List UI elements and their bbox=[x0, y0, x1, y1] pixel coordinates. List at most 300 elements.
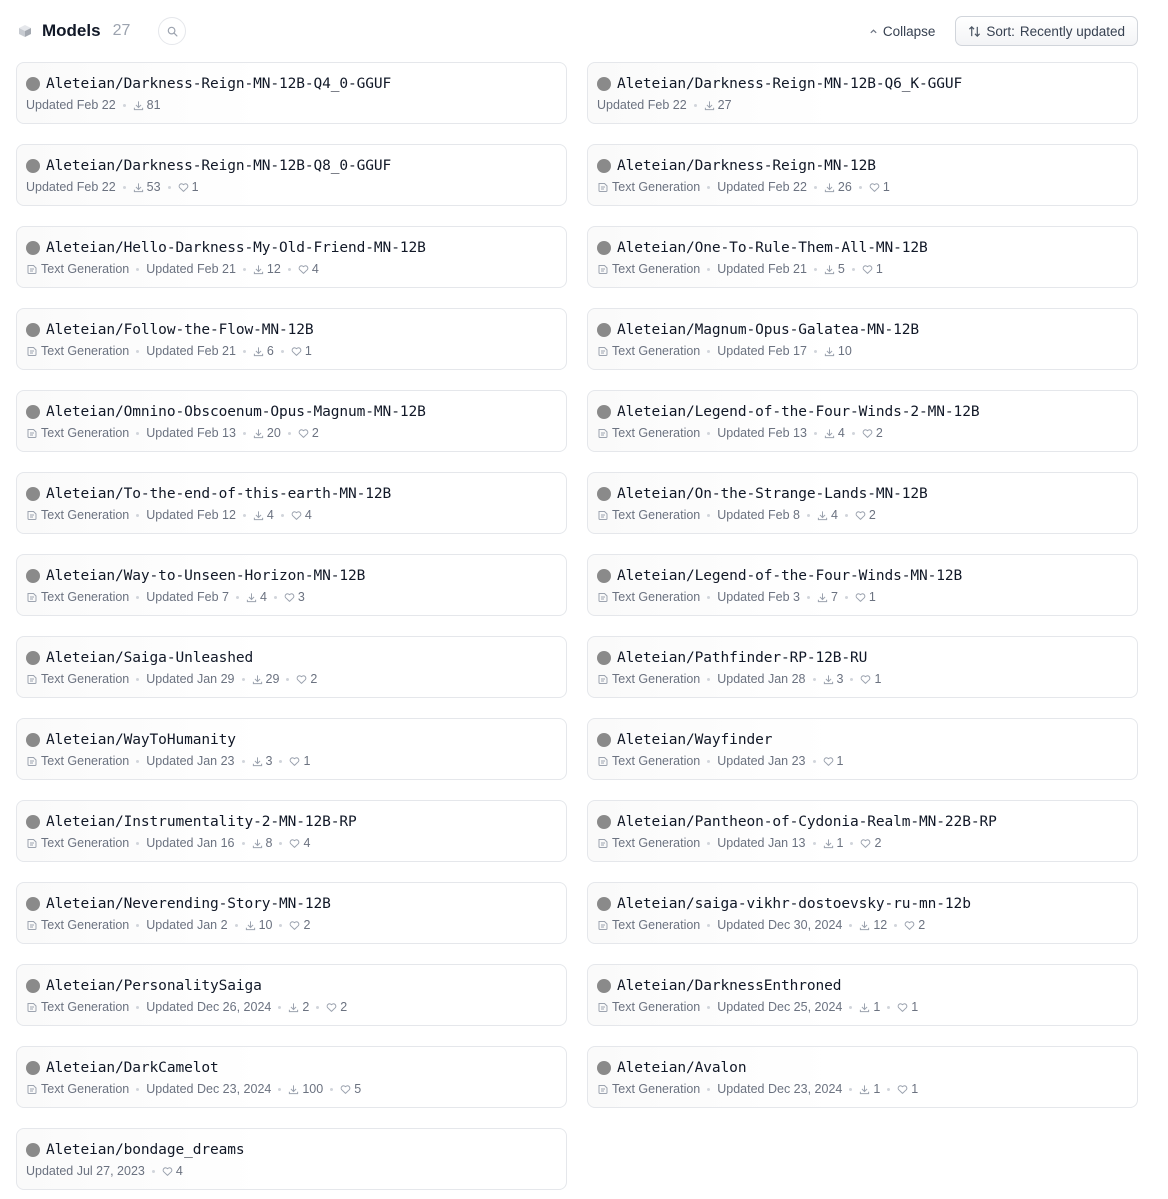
download-icon bbox=[704, 100, 715, 111]
downloads-count bbox=[704, 98, 732, 112]
text-generation-icon bbox=[26, 837, 38, 849]
model-title-row bbox=[26, 1058, 566, 1078]
separator-dot bbox=[152, 1170, 155, 1173]
model-name[interactable]: Aleteian/Saiga-Unleashed bbox=[46, 650, 254, 666]
updated-date: Updated Feb 22 bbox=[717, 180, 807, 194]
pipeline-tag bbox=[597, 180, 700, 194]
separator-dot bbox=[279, 760, 282, 763]
updated-date: Updated Jan 28 bbox=[717, 672, 806, 686]
updated-date: Updated Feb 7 bbox=[146, 590, 229, 604]
model-title-row bbox=[597, 156, 1137, 176]
avatar bbox=[597, 815, 611, 829]
model-card[interactable] bbox=[16, 144, 567, 206]
model-name[interactable]: Aleteian/Way-to-Unseen-Horizon-MN-12B bbox=[46, 568, 366, 584]
downloads-count bbox=[823, 672, 844, 686]
separator-dot bbox=[136, 596, 139, 599]
avatar bbox=[597, 651, 611, 665]
separator-dot bbox=[814, 350, 817, 353]
likes-count bbox=[855, 508, 876, 522]
model-meta bbox=[26, 1080, 566, 1098]
model-meta bbox=[597, 834, 1137, 852]
separator-dot bbox=[852, 432, 855, 435]
downloads-count bbox=[245, 918, 273, 932]
text-generation-icon bbox=[597, 345, 609, 357]
downloads-value: 8 bbox=[265, 836, 273, 850]
model-title-row bbox=[26, 894, 566, 914]
separator-dot bbox=[850, 678, 853, 681]
chevron-up-icon bbox=[869, 27, 878, 36]
separator-dot bbox=[243, 350, 246, 353]
model-card[interactable] bbox=[16, 1046, 567, 1108]
model-name[interactable]: Aleteian/Omnino-Obscoenum-Opus-Magnum-MN-12B bbox=[46, 404, 426, 420]
model-name[interactable]: Aleteian/Darkness-Reign-MN-12B bbox=[617, 158, 876, 174]
downloads-value: 10 bbox=[258, 918, 273, 932]
likes-value: 1 bbox=[191, 180, 199, 194]
likes-count bbox=[298, 426, 319, 440]
pipeline-label: Text Generation bbox=[612, 590, 701, 604]
header-left bbox=[16, 16, 186, 46]
heart-icon bbox=[289, 756, 300, 767]
separator-dot bbox=[136, 514, 139, 517]
pipeline-tag bbox=[26, 918, 129, 932]
model-meta bbox=[26, 1162, 566, 1180]
updated-date: Updated Feb 12 bbox=[146, 508, 236, 522]
model-title-row bbox=[26, 812, 566, 832]
downloads-count bbox=[823, 836, 844, 850]
likes-count bbox=[860, 672, 881, 686]
downloads-value: 4 bbox=[837, 426, 845, 440]
model-meta bbox=[597, 96, 1137, 114]
separator-dot bbox=[274, 596, 277, 599]
likes-value: 2 bbox=[875, 426, 883, 440]
downloads-count bbox=[253, 508, 274, 522]
model-card[interactable] bbox=[16, 1128, 567, 1190]
likes-value: 2 bbox=[303, 918, 311, 932]
model-title-row bbox=[597, 894, 1137, 914]
separator-dot bbox=[807, 596, 810, 599]
pipeline-tag bbox=[597, 836, 700, 850]
downloads-count bbox=[133, 180, 161, 194]
model-card[interactable] bbox=[587, 718, 1138, 780]
model-name[interactable]: Aleteian/On-the-Strange-Lands-MN-12B bbox=[617, 486, 928, 502]
likes-count bbox=[326, 1000, 347, 1014]
downloads-count bbox=[817, 590, 838, 604]
separator-dot bbox=[845, 514, 848, 517]
model-name[interactable]: Aleteian/WayToHumanity bbox=[46, 732, 236, 748]
sort-button[interactable] bbox=[955, 16, 1138, 46]
pipeline-tag bbox=[597, 590, 700, 604]
pipeline-label: Text Generation bbox=[612, 918, 701, 932]
model-card[interactable] bbox=[16, 472, 567, 534]
model-card[interactable] bbox=[587, 226, 1138, 288]
separator-dot bbox=[136, 678, 139, 681]
likes-value: 4 bbox=[303, 836, 311, 850]
heart-icon bbox=[289, 838, 300, 849]
model-title-row bbox=[26, 238, 566, 258]
separator-dot bbox=[849, 1088, 852, 1091]
model-card[interactable] bbox=[587, 964, 1138, 1026]
updated-date: Updated Jan 29 bbox=[146, 672, 235, 686]
download-icon bbox=[859, 1084, 870, 1095]
collapse-button[interactable] bbox=[869, 24, 936, 39]
model-title-row bbox=[26, 1140, 566, 1160]
likes-value: 2 bbox=[340, 1000, 348, 1014]
separator-dot bbox=[288, 268, 291, 271]
text-generation-icon bbox=[26, 755, 38, 767]
model-title-row bbox=[26, 74, 566, 94]
pipeline-label: Text Generation bbox=[612, 344, 701, 358]
updated-date: Updated Jan 2 bbox=[146, 918, 228, 932]
likes-count bbox=[296, 672, 317, 686]
downloads-value: 1 bbox=[873, 1082, 881, 1096]
model-card[interactable] bbox=[16, 964, 567, 1026]
separator-dot bbox=[236, 596, 239, 599]
updated-date: Updated Feb 8 bbox=[717, 508, 800, 522]
download-icon bbox=[824, 264, 835, 275]
model-name[interactable]: Aleteian/bondage_dreams bbox=[46, 1142, 245, 1158]
heart-icon bbox=[289, 920, 300, 931]
pipeline-tag bbox=[26, 836, 129, 850]
likes-value: 2 bbox=[868, 508, 876, 522]
likes-value: 2 bbox=[311, 426, 319, 440]
text-generation-icon bbox=[26, 345, 38, 357]
model-name[interactable]: Aleteian/Pantheon-of-Cydonia-Realm-MN-22B-RP bbox=[617, 814, 997, 830]
pipeline-tag bbox=[26, 262, 129, 276]
avatar bbox=[26, 1061, 40, 1075]
likes-value: 4 bbox=[311, 262, 319, 276]
avatar bbox=[597, 241, 611, 255]
downloads-value: 27 bbox=[717, 98, 732, 112]
heart-icon bbox=[296, 674, 307, 685]
avatar bbox=[597, 733, 611, 747]
models-grid bbox=[16, 62, 1138, 1190]
model-name[interactable]: Aleteian/Neverending-Story-MN-12B bbox=[46, 896, 331, 912]
text-generation-icon bbox=[26, 673, 38, 685]
model-meta bbox=[26, 670, 566, 688]
model-card[interactable] bbox=[587, 62, 1138, 124]
downloads-count bbox=[817, 508, 838, 522]
likes-value: 1 bbox=[304, 344, 312, 358]
downloads-count bbox=[252, 836, 273, 850]
separator-dot bbox=[887, 1088, 890, 1091]
separator-dot bbox=[278, 1006, 281, 1009]
model-meta bbox=[26, 260, 566, 278]
separator-dot bbox=[279, 842, 282, 845]
separator-dot bbox=[707, 268, 710, 271]
separator-dot bbox=[813, 678, 816, 681]
download-icon bbox=[253, 510, 264, 521]
downloads-count bbox=[253, 262, 281, 276]
heart-icon bbox=[855, 510, 866, 521]
pipeline-tag bbox=[26, 754, 129, 768]
model-title-row bbox=[26, 976, 566, 996]
model-card[interactable] bbox=[587, 554, 1138, 616]
pipeline-label: Text Generation bbox=[41, 344, 130, 358]
download-icon bbox=[824, 182, 835, 193]
separator-dot bbox=[694, 104, 697, 107]
model-meta bbox=[26, 916, 566, 934]
avatar bbox=[597, 159, 611, 173]
download-icon bbox=[253, 264, 264, 275]
pipeline-tag bbox=[26, 1000, 129, 1014]
separator-dot bbox=[849, 924, 852, 927]
pipeline-tag bbox=[597, 754, 700, 768]
heart-icon bbox=[291, 346, 302, 357]
likes-value: 2 bbox=[310, 672, 318, 686]
likes-value: 3 bbox=[297, 590, 305, 604]
updated-date: Updated Feb 17 bbox=[717, 344, 807, 358]
downloads-value: 6 bbox=[266, 344, 274, 358]
separator-dot bbox=[136, 1088, 139, 1091]
model-card[interactable] bbox=[16, 62, 567, 124]
separator-dot bbox=[168, 186, 171, 189]
avatar bbox=[26, 159, 40, 173]
avatar bbox=[597, 405, 611, 419]
model-name[interactable]: Aleteian/Avalon bbox=[617, 1060, 747, 1076]
model-name[interactable]: Aleteian/Follow-the-Flow-MN-12B bbox=[46, 322, 314, 338]
updated-date: Updated Dec 26, 2024 bbox=[146, 1000, 272, 1014]
model-card[interactable] bbox=[587, 308, 1138, 370]
separator-dot bbox=[814, 432, 817, 435]
likes-count bbox=[823, 754, 844, 768]
pipeline-label: Text Generation bbox=[41, 508, 130, 522]
model-card[interactable] bbox=[587, 390, 1138, 452]
heart-icon bbox=[860, 674, 871, 685]
model-card[interactable] bbox=[16, 390, 567, 452]
pipeline-label: Text Generation bbox=[612, 262, 701, 276]
downloads-value: 7 bbox=[830, 590, 838, 604]
downloads-value: 12 bbox=[873, 918, 888, 932]
model-name[interactable]: Aleteian/Darkness-Reign-MN-12B-Q8_0-GGUF bbox=[46, 158, 392, 174]
heart-icon bbox=[326, 1002, 337, 1013]
updated-date: Updated Feb 21 bbox=[146, 344, 236, 358]
downloads-value: 5 bbox=[837, 262, 845, 276]
pipeline-label: Text Generation bbox=[612, 1000, 701, 1014]
model-card[interactable] bbox=[587, 1046, 1138, 1108]
likes-count bbox=[162, 1164, 183, 1178]
model-meta bbox=[26, 342, 566, 360]
avatar bbox=[26, 651, 40, 665]
updated-date: Updated Feb 22 bbox=[26, 98, 116, 112]
model-card[interactable] bbox=[16, 636, 567, 698]
model-name[interactable]: Aleteian/Legend-of-the-Four-Winds-2-MN-12B bbox=[617, 404, 980, 420]
separator-dot bbox=[814, 268, 817, 271]
model-name[interactable]: Aleteian/Wayfinder bbox=[617, 732, 773, 748]
model-card[interactable] bbox=[16, 226, 567, 288]
pipeline-label: Text Generation bbox=[41, 590, 130, 604]
model-card[interactable] bbox=[587, 144, 1138, 206]
model-name[interactable]: Aleteian/Instrumentality-2-MN-12B-RP bbox=[46, 814, 357, 830]
separator-dot bbox=[707, 514, 710, 517]
updated-date: Updated Dec 23, 2024 bbox=[146, 1082, 272, 1096]
model-meta bbox=[597, 178, 1137, 196]
download-icon bbox=[253, 346, 264, 357]
updated-date: Updated Dec 23, 2024 bbox=[717, 1082, 843, 1096]
search-button[interactable] bbox=[158, 17, 186, 45]
likes-count bbox=[897, 1082, 918, 1096]
heart-icon bbox=[284, 592, 295, 603]
separator-dot bbox=[707, 842, 710, 845]
model-name[interactable]: Aleteian/DarknessEnthroned bbox=[617, 978, 842, 994]
model-meta bbox=[26, 752, 566, 770]
separator-dot bbox=[807, 514, 810, 517]
model-card[interactable] bbox=[587, 800, 1138, 862]
pipeline-label: Text Generation bbox=[41, 836, 130, 850]
download-icon bbox=[252, 838, 263, 849]
separator-dot bbox=[136, 924, 139, 927]
model-card[interactable] bbox=[587, 882, 1138, 944]
separator-dot bbox=[849, 1006, 852, 1009]
pipeline-tag bbox=[597, 1000, 700, 1014]
model-name[interactable]: Aleteian/Pathfinder-RP-12B-RU bbox=[617, 650, 868, 666]
downloads-count bbox=[288, 1000, 309, 1014]
likes-value: 2 bbox=[874, 836, 882, 850]
separator-dot bbox=[707, 1088, 710, 1091]
model-meta bbox=[597, 260, 1137, 278]
model-name[interactable]: Aleteian/Legend-of-the-Four-Winds-MN-12B bbox=[617, 568, 963, 584]
model-title-row bbox=[597, 484, 1137, 504]
heart-icon bbox=[897, 1002, 908, 1013]
download-icon bbox=[288, 1084, 299, 1095]
separator-dot bbox=[707, 1006, 710, 1009]
collapse-label: Collapse bbox=[882, 23, 936, 39]
downloads-count bbox=[859, 1000, 880, 1014]
download-icon bbox=[817, 592, 828, 603]
model-card[interactable] bbox=[587, 636, 1138, 698]
separator-dot bbox=[288, 432, 291, 435]
likes-count bbox=[289, 836, 310, 850]
downloads-value: 26 bbox=[837, 180, 852, 194]
sort-value: Recently updated bbox=[1019, 23, 1125, 39]
pipeline-label: Text Generation bbox=[41, 1082, 130, 1096]
text-generation-icon bbox=[26, 263, 38, 275]
download-icon bbox=[245, 920, 256, 931]
pipeline-tag bbox=[597, 262, 700, 276]
model-card[interactable] bbox=[16, 882, 567, 944]
model-name[interactable]: Aleteian/Darkness-Reign-MN-12B-Q6_K-GGUF bbox=[617, 76, 963, 92]
avatar bbox=[597, 979, 611, 993]
separator-dot bbox=[136, 432, 139, 435]
separator-dot bbox=[136, 350, 139, 353]
likes-value: 1 bbox=[882, 180, 890, 194]
downloads-count bbox=[824, 262, 845, 276]
pipeline-label: Text Generation bbox=[41, 918, 130, 932]
separator-dot bbox=[887, 1006, 890, 1009]
pipeline-tag bbox=[597, 918, 700, 932]
separator-dot bbox=[707, 186, 710, 189]
separator-dot bbox=[136, 760, 139, 763]
likes-count bbox=[289, 754, 310, 768]
model-name[interactable]: Aleteian/Hello-Darkness-My-Old-Friend-MN-12B bbox=[46, 240, 426, 256]
model-card[interactable] bbox=[16, 800, 567, 862]
pipeline-tag bbox=[26, 672, 129, 686]
downloads-count bbox=[824, 426, 845, 440]
model-name[interactable]: Aleteian/Magnum-Opus-Galatea-MN-12B bbox=[617, 322, 920, 338]
separator-dot bbox=[894, 924, 897, 927]
sort-prefix: Sort: bbox=[986, 23, 1015, 39]
updated-date: Updated Dec 25, 2024 bbox=[717, 1000, 843, 1014]
separator-dot bbox=[279, 924, 282, 927]
model-name[interactable]: Aleteian/To-the-end-of-this-earth-MN-12B bbox=[46, 486, 392, 502]
likes-value: 4 bbox=[304, 508, 312, 522]
model-name[interactable]: Aleteian/saiga-vikhr-dostoevsky-ru-mn-12b bbox=[617, 896, 971, 912]
pipeline-tag bbox=[597, 1082, 700, 1096]
model-title-row bbox=[26, 484, 566, 504]
separator-dot bbox=[707, 924, 710, 927]
text-generation-icon bbox=[26, 1001, 38, 1013]
downloads-value: 20 bbox=[266, 426, 281, 440]
downloads-count bbox=[824, 344, 852, 358]
heart-icon bbox=[298, 428, 309, 439]
model-name[interactable]: Aleteian/One-To-Rule-Them-All-MN-12B bbox=[617, 240, 928, 256]
likes-count bbox=[862, 426, 883, 440]
likes-value: 1 bbox=[875, 262, 883, 276]
text-generation-icon bbox=[26, 591, 38, 603]
download-icon bbox=[133, 182, 144, 193]
avatar bbox=[26, 733, 40, 747]
likes-count bbox=[340, 1082, 361, 1096]
model-name[interactable]: Aleteian/PersonalitySaiga bbox=[46, 978, 262, 994]
model-card[interactable] bbox=[16, 718, 567, 780]
pipeline-label: Text Generation bbox=[612, 426, 701, 440]
text-generation-icon bbox=[597, 427, 609, 439]
pipeline-label: Text Generation bbox=[612, 508, 701, 522]
model-meta bbox=[597, 588, 1137, 606]
model-title-row bbox=[26, 566, 566, 586]
model-card[interactable] bbox=[16, 554, 567, 616]
download-icon bbox=[859, 920, 870, 931]
heart-icon bbox=[162, 1166, 173, 1177]
model-name[interactable]: Aleteian/Darkness-Reign-MN-12B-Q4_0-GGUF bbox=[46, 76, 392, 92]
download-icon bbox=[252, 674, 263, 685]
model-card[interactable] bbox=[16, 308, 567, 370]
pipeline-label: Text Generation bbox=[41, 1000, 130, 1014]
updated-date: Updated Feb 13 bbox=[717, 426, 807, 440]
updated-date: Updated Feb 22 bbox=[597, 98, 687, 112]
pipeline-label: Text Generation bbox=[41, 262, 130, 276]
text-generation-icon bbox=[26, 919, 38, 931]
text-generation-icon bbox=[597, 1083, 609, 1095]
model-card[interactable] bbox=[587, 472, 1138, 534]
text-generation-icon bbox=[597, 263, 609, 275]
updated-date: Updated Feb 21 bbox=[717, 262, 807, 276]
updated-date: Updated Feb 21 bbox=[146, 262, 236, 276]
separator-dot bbox=[136, 1006, 139, 1009]
likes-value: 5 bbox=[354, 1082, 362, 1096]
cube-icon bbox=[16, 22, 34, 40]
likes-value: 2 bbox=[918, 918, 926, 932]
heart-icon bbox=[855, 592, 866, 603]
avatar bbox=[26, 815, 40, 829]
text-generation-icon bbox=[597, 673, 609, 685]
page-title: Models bbox=[42, 21, 101, 40]
model-title-row bbox=[26, 156, 566, 176]
model-title-row bbox=[26, 730, 566, 750]
downloads-count bbox=[859, 1082, 880, 1096]
text-generation-icon bbox=[597, 1001, 609, 1013]
separator-dot bbox=[845, 596, 848, 599]
heart-icon bbox=[178, 182, 189, 193]
separator-dot bbox=[316, 1006, 319, 1009]
separator-dot bbox=[242, 678, 245, 681]
model-meta bbox=[597, 998, 1137, 1016]
separator-dot bbox=[123, 104, 126, 107]
model-name[interactable]: Aleteian/DarkCamelot bbox=[46, 1060, 219, 1076]
pipeline-label: Text Generation bbox=[41, 426, 130, 440]
heart-icon bbox=[340, 1084, 351, 1095]
avatar bbox=[597, 487, 611, 501]
heart-icon bbox=[298, 264, 309, 275]
